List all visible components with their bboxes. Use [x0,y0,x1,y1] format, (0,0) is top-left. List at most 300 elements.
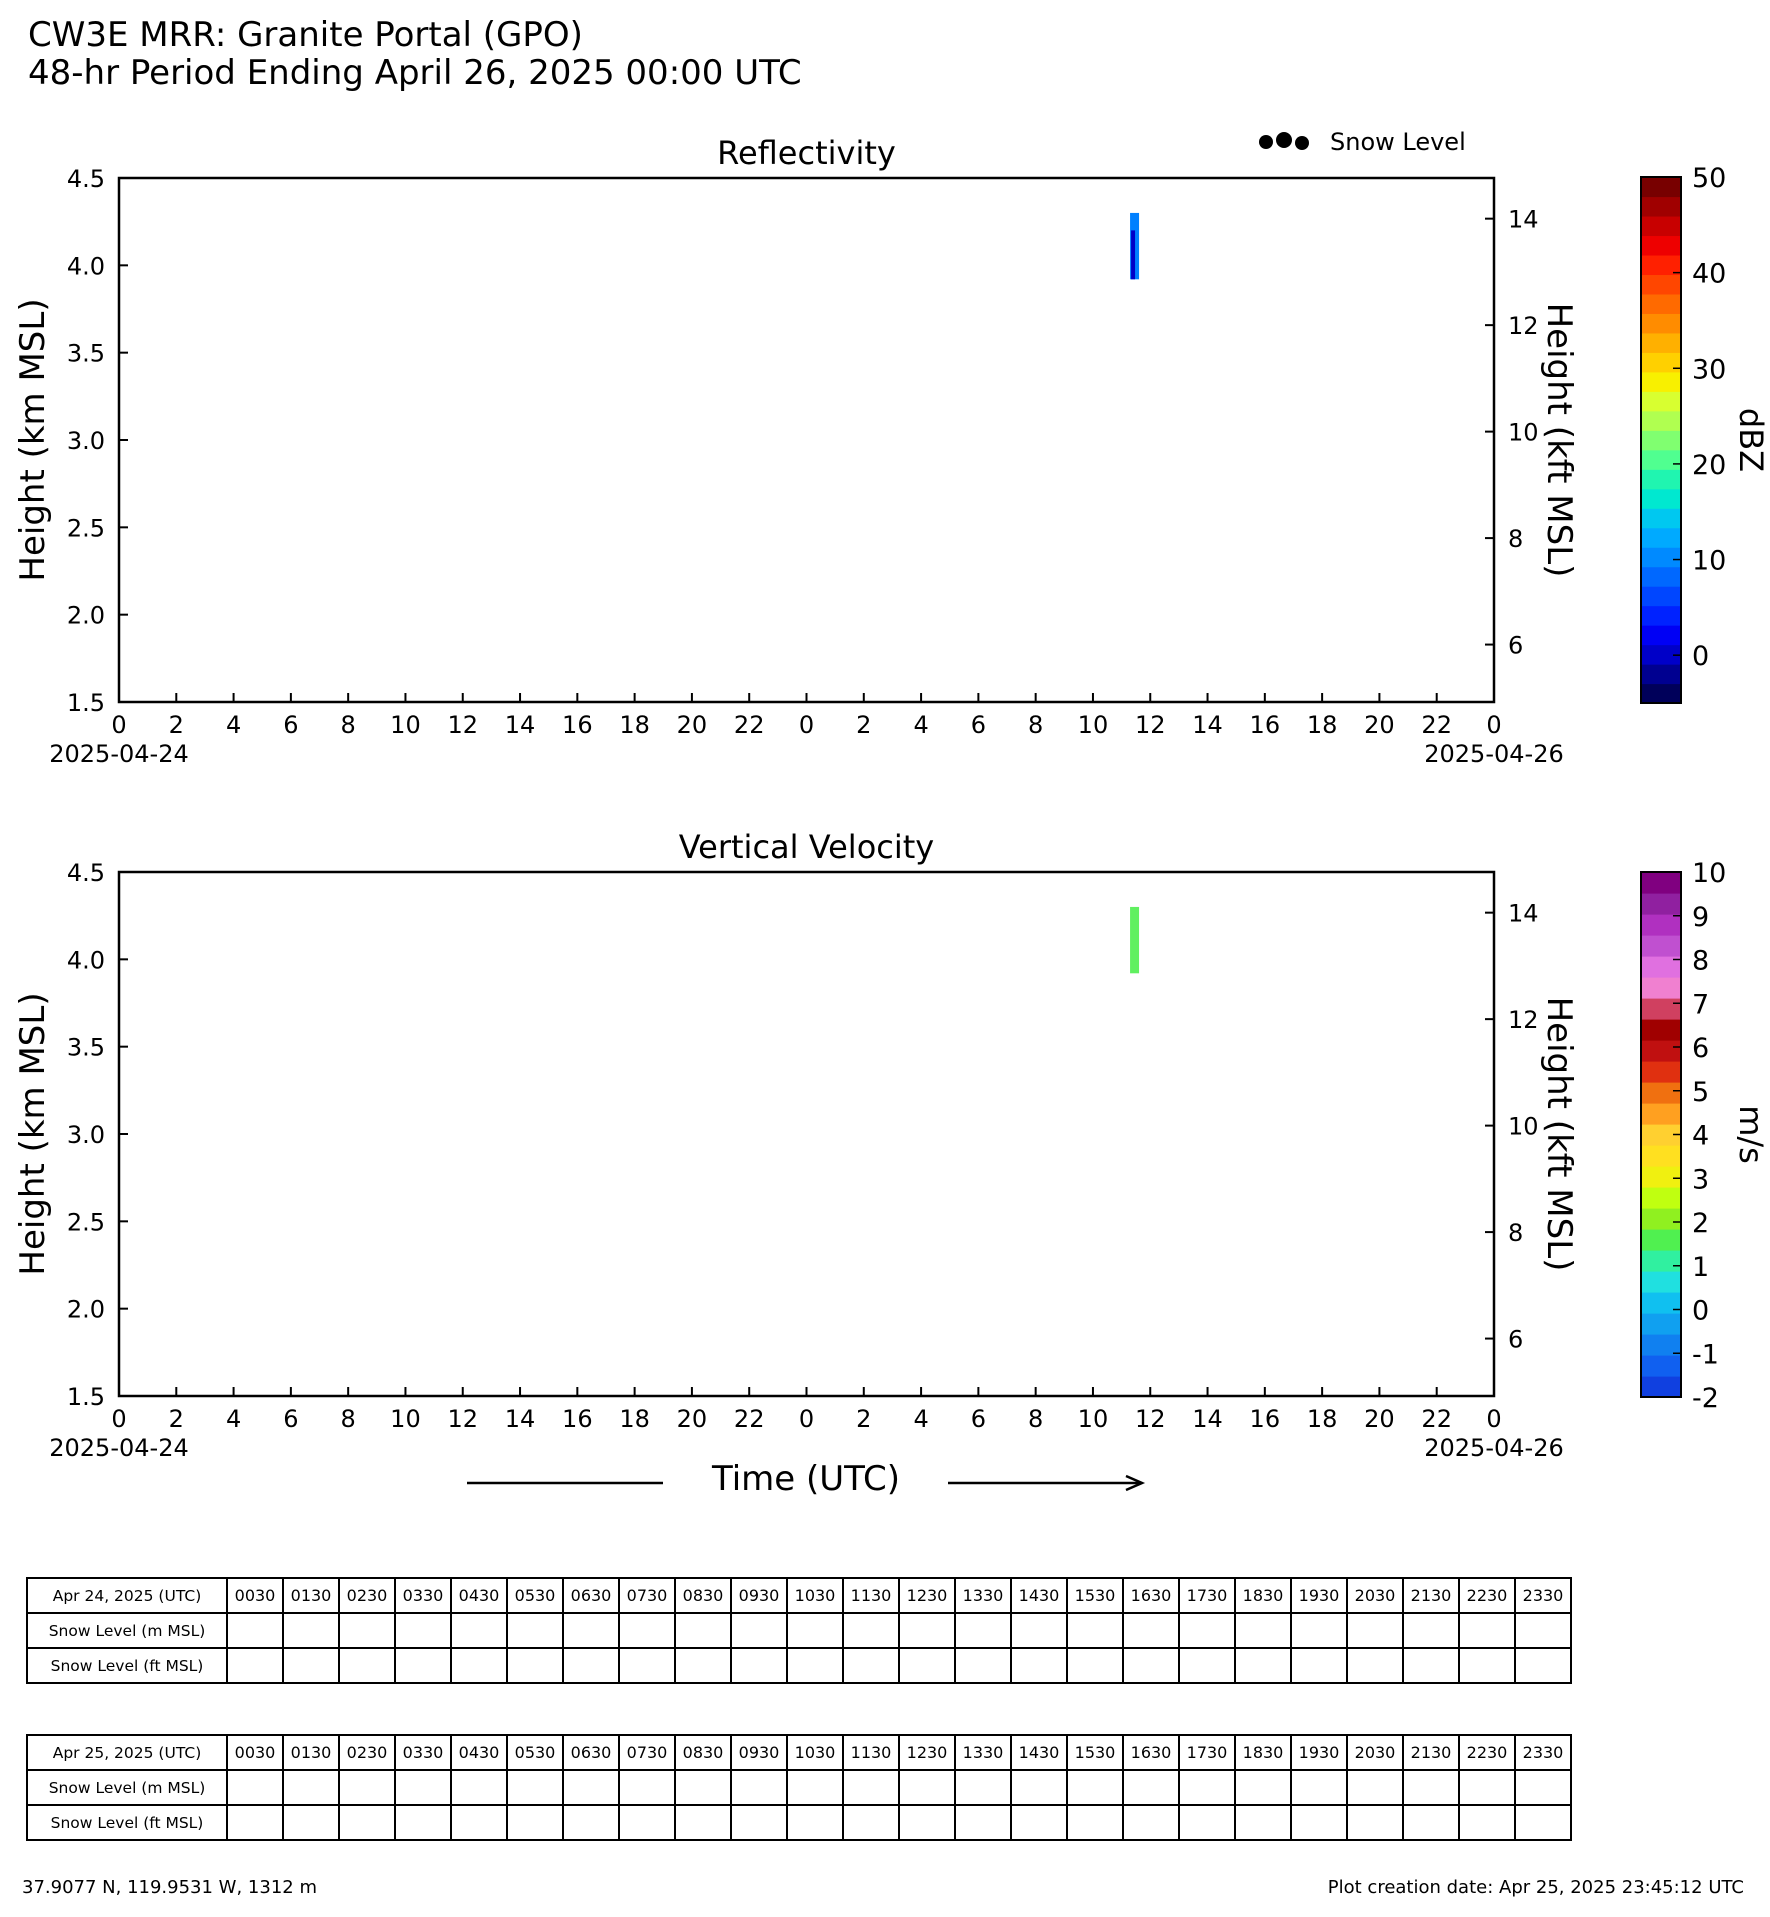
y2-tick-label: 10 [1508,418,1539,447]
colorbar-swatch [1641,1355,1681,1377]
x-tick-label: 2 [168,1405,184,1433]
colorbar-swatch [1641,372,1681,392]
x-tick-label: 20 [1364,711,1395,739]
table-time-cell: 1930 [1291,1735,1347,1770]
colorbar-swatch [1641,313,1681,333]
y-axis-label: Height (km MSL) [13,992,53,1276]
x-date-start: 2025-04-24 [49,740,189,768]
legend-label: Snow Level [1330,128,1466,156]
x-tick-label: 18 [1306,711,1338,739]
colorbar-swatch [1641,1208,1681,1230]
snow-level-legend [1259,128,1466,156]
table-value-cell [955,1648,1011,1683]
colorbar-swatch [1641,1271,1681,1293]
table-value-cell [507,1648,563,1683]
x-tick-label: 22 [1421,1405,1452,1433]
table-time-cell: 2030 [1347,1578,1403,1613]
colorbar-swatch [1641,977,1681,999]
y-tick-label: 1.5 [66,689,105,717]
colorbar-swatch [1641,935,1681,957]
y2-tick-label: 6 [1508,631,1524,660]
colorbar-swatch [1641,177,1681,197]
table-value-cell [1011,1805,1067,1840]
colorbar-tick-label: 50 [1692,163,1727,194]
colorbar-label: m/s [1732,1105,1770,1164]
x-tick-label: 4 [913,1405,929,1433]
colorbar-tick-label: 10 [1692,858,1727,889]
colorbar-swatch [1641,430,1681,450]
y-tick-label: 4.0 [66,946,105,975]
table-value-cell [1067,1648,1123,1683]
colorbar-swatch [1641,411,1681,431]
table-row-label: Snow Level (m MSL) [27,1613,227,1648]
x-tick-label: 22 [733,711,765,739]
table-value-cell [395,1648,451,1683]
colorbar-tick-label: 2 [1692,1208,1710,1239]
y-tick-label: 4.0 [66,252,105,281]
table-time-cell: 0230 [339,1735,395,1770]
table-value-cell [899,1648,955,1683]
x-tick-label: 2 [856,711,872,739]
colorbar-label: dBZ [1732,407,1770,473]
table-time-cell: 0630 [563,1578,619,1613]
y-tick-label: 4.5 [66,859,105,887]
data-cells [1130,907,1139,973]
table-value-cell [283,1805,339,1840]
table-value-cell [1347,1613,1403,1648]
table-value-cell [563,1613,619,1648]
colorbar-swatch [1641,333,1681,353]
table-value-cell [1291,1613,1347,1648]
y2-tick-label: 8 [1508,1219,1524,1248]
x-tick-label: 20 [676,1405,708,1433]
table-time-cell: 2230 [1459,1735,1515,1770]
x-tick-label: 10 [390,711,421,739]
x-axis-label: Time (UTC) [712,1459,900,1499]
x-tick-label: 8 [1028,1405,1044,1433]
x-tick-label: 20 [676,711,708,739]
table-value-cell [1067,1770,1123,1805]
colorbar-swatch [1641,294,1681,314]
table-time-cell: 1730 [1179,1578,1235,1613]
table-time-cell: 1030 [787,1735,843,1770]
table-value-cell [451,1648,507,1683]
table-time-cell: 1930 [1291,1578,1347,1613]
colorbar-tick-label: 30 [1692,354,1727,386]
snow-level-table-apr25 [26,1734,1572,1841]
table-value-cell [283,1770,339,1805]
y-tick-label: 2.0 [66,1295,105,1324]
table-value-cell [955,1805,1011,1840]
table-value-cell [1123,1613,1179,1648]
colorbar-swatch [1641,1376,1681,1398]
y2-tick-label: 14 [1508,205,1539,234]
table-value-cell [339,1805,395,1840]
table-value-cell [787,1648,843,1683]
table-value-cell [675,1770,731,1805]
table-value-cell [1459,1805,1515,1840]
colorbar-swatch [1641,684,1681,704]
table-value-cell [227,1648,283,1683]
x-tick-label: 14 [1192,1405,1223,1433]
colorbar-swatch [1641,391,1681,411]
table-time-cell: 0030 [227,1735,283,1770]
x-tick-label: 6 [970,1405,987,1433]
table-value-cell [451,1805,507,1840]
colorbar-swatch [1641,606,1681,626]
table-time-cell: 0330 [395,1578,451,1613]
table-time-cell: 2330 [1515,1578,1571,1613]
table-value-cell [563,1805,619,1840]
table-value-cell [675,1648,731,1683]
y2-axis-label: Height (kft MSL) [1539,996,1579,1272]
table-time-cell: 0130 [283,1578,339,1613]
table-value-cell [339,1648,395,1683]
y2-tick-label: 6 [1508,1325,1524,1354]
x-tick-label: 8 [340,1405,356,1433]
x-tick-label: 2 [856,1405,872,1433]
table-value-cell [787,1805,843,1840]
x-tick-label: 4 [225,1405,242,1433]
table-value-cell [955,1770,1011,1805]
table-value-cell [899,1613,955,1648]
table-date-cell: Apr 25, 2025 (UTC) [27,1735,227,1770]
x-tick-label: 6 [283,1405,299,1433]
y-tick-label: 3.5 [66,1033,105,1062]
y2-tick-label: 10 [1508,1112,1539,1141]
table-row-label: Snow Level (ft MSL) [27,1648,227,1683]
colorbar-tick-label: 4 [1692,1120,1710,1152]
table-value-cell [899,1770,955,1805]
table-time-cell: 2330 [1515,1735,1571,1770]
table-value-cell [1011,1613,1067,1648]
colorbar-tick-label: -1 [1692,1339,1719,1371]
table-value-cell [1459,1648,1515,1683]
table-value-cell [1347,1770,1403,1805]
table-time-cell: 0530 [507,1735,563,1770]
x-date-end: 2025-04-26 [1424,740,1564,768]
table-time-cell: 1430 [1011,1578,1067,1613]
colorbar-swatch [1641,450,1681,470]
x-tick-label: 22 [1421,711,1452,739]
table-value-cell [1179,1648,1235,1683]
table-time-cell: 2030 [1347,1735,1403,1770]
x-tick-label: 12 [447,1405,479,1433]
colorbar-tick-label: 0 [1692,1295,1710,1327]
data-cell [1131,230,1135,279]
table-time-cell: 2130 [1403,1578,1459,1613]
y-tick-label: 2.0 [66,601,105,630]
colorbar-tick-label: 20 [1692,449,1727,481]
y2-tick-label: 8 [1508,525,1524,554]
colorbar-swatch [1641,1334,1681,1356]
plot-frame [119,178,1494,702]
table-time-cell: 0630 [563,1735,619,1770]
colorbar-swatch [1641,998,1681,1020]
y2-tick-label: 12 [1508,312,1539,341]
table-time-cell: 1330 [955,1578,1011,1613]
colorbar-tick-label: 7 [1692,989,1710,1021]
table-value-cell [1515,1613,1571,1648]
table-value-cell [1123,1770,1179,1805]
table-time-cell: 0330 [395,1735,451,1770]
y2-tick-label: 12 [1508,1006,1539,1035]
colorbar-swatch [1641,567,1681,587]
table-value-cell [227,1805,283,1840]
table-time-cell: 2230 [1459,1578,1515,1613]
x-tick-label: 18 [619,711,650,739]
page-subtitle: 48-hr Period Ending April 26, 2025 00:00 UTC [28,53,802,93]
table-time-cell: 1130 [843,1735,899,1770]
table-value-cell [507,1770,563,1805]
y-tick-label: 1.5 [66,1383,105,1411]
table-value-cell [731,1613,787,1648]
table-value-cell [619,1648,675,1683]
x-tick-label: 16 [562,1405,593,1433]
colorbar-swatch [1641,469,1681,489]
table-time-cell: 0030 [227,1578,283,1613]
table-value-cell [339,1770,395,1805]
snow-level-marker [1295,136,1309,150]
table-value-cell [1235,1648,1291,1683]
x-tick-label: 0 [798,1405,815,1433]
table-value-cell [1067,1805,1123,1840]
table-value-cell [507,1805,563,1840]
table-time-cell: 0830 [675,1735,731,1770]
table-value-cell [675,1805,731,1840]
colorbar-swatch [1641,1292,1681,1314]
table-time-cell: 1530 [1067,1578,1123,1613]
table-time-cell: 0130 [283,1735,339,1770]
colorbar-tick-label: 1 [1692,1251,1710,1283]
table-value-cell [1067,1613,1123,1648]
table-value-cell [731,1805,787,1840]
table-value-cell [675,1613,731,1648]
x-tick-label: 0 [111,1405,127,1433]
colorbar-swatch [1641,528,1681,548]
colorbar-tick-label: 40 [1692,258,1727,290]
table-date-cell: Apr 24, 2025 (UTC) [27,1578,227,1613]
colorbar-swatch [1641,1145,1681,1167]
site-coordinates: 37.9077 N, 119.9531 W, 1312 m [22,1877,317,1898]
table-value-cell [899,1805,955,1840]
x-tick-label: 10 [1077,711,1109,739]
plot-creation-date: Plot creation date: Apr 25, 2025 23:45:12 UTC [1327,1877,1744,1898]
table-value-cell [1347,1648,1403,1683]
table-value-cell [395,1805,451,1840]
colorbar-swatch [1641,893,1681,915]
table-value-cell [339,1613,395,1648]
table-time-cell: 0430 [451,1578,507,1613]
panel-title: Vertical Velocity [678,828,935,866]
colorbar-tick-label: 9 [1692,901,1710,933]
colorbar-tick-label: -2 [1692,1383,1719,1414]
x-tick-label: 16 [562,711,593,739]
table-value-cell [843,1770,899,1805]
table-value-cell [1403,1648,1459,1683]
table-value-cell [619,1613,675,1648]
table-value-cell [451,1613,507,1648]
x-tick-label: 2 [168,711,184,739]
y-axis-label: Height (km MSL) [13,298,53,582]
colorbar-swatch [1641,586,1681,606]
table-value-cell [1403,1613,1459,1648]
table-value-cell [1179,1805,1235,1840]
colorbar-swatch [1641,216,1681,236]
snow-level-table-apr24 [26,1577,1572,1684]
table-value-cell [843,1613,899,1648]
colorbar-swatch [1641,872,1681,894]
snow-level-marker [1276,132,1292,148]
colorbar-tick-label: 6 [1692,1033,1710,1064]
x-tick-label: 6 [283,711,299,739]
table-time-cell: 0230 [339,1578,395,1613]
panel-title: Reflectivity [717,134,896,172]
x-tick-label: 0 [798,711,815,739]
x-tick-label: 16 [1249,711,1281,739]
colorbar-tick-label: 5 [1692,1076,1710,1108]
colorbar-swatch [1641,1187,1681,1209]
x-tick-label: 8 [1028,711,1044,739]
x-date-end: 2025-04-26 [1424,1434,1564,1462]
x-tick-label: 4 [913,711,929,739]
table-value-cell [1347,1805,1403,1840]
table-value-cell [787,1770,843,1805]
table-value-cell [1123,1648,1179,1683]
table-time-cell: 1730 [1179,1735,1235,1770]
colorbar-swatch [1641,664,1681,684]
table-time-cell: 1230 [899,1735,955,1770]
table-value-cell [1403,1770,1459,1805]
y-tick-label: 3.0 [66,1121,105,1149]
x-tick-label: 4 [225,711,242,739]
y-tick-label: 3.5 [66,339,105,368]
colorbar-tick-label: 3 [1692,1164,1710,1196]
time-axis-label [467,1459,1142,1499]
x-tick-label: 14 [1192,711,1223,739]
table-time-cell: 0730 [619,1578,675,1613]
x-tick-label: 12 [1134,711,1166,739]
table-time-cell: 0930 [731,1578,787,1613]
table-value-cell [1291,1648,1347,1683]
table-value-cell [395,1613,451,1648]
x-tick-label: 18 [1306,1405,1338,1433]
table-value-cell [787,1613,843,1648]
y-tick-label: 4.5 [66,165,105,193]
table-value-cell [1459,1613,1515,1648]
colorbar-swatch [1641,914,1681,936]
x-tick-label: 12 [447,711,479,739]
colorbar-swatch [1641,1040,1681,1062]
colorbar [1641,163,1770,704]
table-value-cell [1515,1770,1571,1805]
table-value-cell [1291,1805,1347,1840]
colorbar-swatch [1641,1019,1681,1041]
table-value-cell [843,1648,899,1683]
table-value-cell [955,1613,1011,1648]
table-value-cell [563,1770,619,1805]
table-value-cell [1235,1613,1291,1648]
table-value-cell [1515,1805,1571,1840]
x-tick-label: 18 [619,1405,650,1433]
table-value-cell [1179,1613,1235,1648]
colorbar-swatch [1641,625,1681,645]
colorbar-swatch [1641,1061,1681,1083]
colorbar-swatch [1641,196,1681,216]
x-tick-label: 12 [1134,1405,1166,1433]
page-title: CW3E MRR: Granite Portal (GPO) [28,15,583,55]
table-time-cell: 1530 [1067,1735,1123,1770]
table-value-cell [283,1648,339,1683]
table-value-cell [731,1648,787,1683]
colorbar-swatch [1641,1082,1681,1104]
table-time-cell: 1830 [1235,1735,1291,1770]
colorbar-swatch [1641,547,1681,567]
table-value-cell [731,1770,787,1805]
table-value-cell [619,1805,675,1840]
colorbar-swatch [1641,274,1681,294]
plot-frame [119,872,1494,1396]
y-tick-label: 2.5 [66,1208,105,1237]
table-time-cell: 1630 [1123,1735,1179,1770]
colorbar-swatch [1641,352,1681,372]
x-tick-label: 10 [390,1405,421,1433]
table-time-cell: 1330 [955,1735,1011,1770]
x-tick-label: 0 [111,711,127,739]
x-date-start: 2025-04-24 [49,1434,189,1462]
x-tick-label: 8 [340,711,356,739]
table-time-cell: 1130 [843,1578,899,1613]
table-time-cell: 0930 [731,1735,787,1770]
data-cell [1130,907,1139,973]
table-row-label: Snow Level (ft MSL) [27,1805,227,1840]
table-time-cell: 0830 [675,1578,731,1613]
colorbar-swatch [1641,508,1681,528]
snow-level-marker [1259,135,1273,149]
x-tick-label: 0 [1486,711,1502,739]
table-time-cell: 0530 [507,1578,563,1613]
table-value-cell [507,1613,563,1648]
colorbar-tick-label: 0 [1692,641,1710,673]
table-value-cell [227,1613,283,1648]
data-cells [1130,213,1139,279]
x-tick-label: 16 [1249,1405,1281,1433]
table-value-cell [1235,1770,1291,1805]
y-tick-label: 3.0 [66,427,105,455]
x-tick-label: 14 [504,711,536,739]
vertical-velocity-panel [13,828,1770,1462]
table-value-cell [395,1770,451,1805]
table-value-cell [1459,1770,1515,1805]
reflectivity-panel [13,134,1770,768]
colorbar-tick-label: 10 [1692,545,1727,577]
table-value-cell [1235,1805,1291,1840]
table-time-cell: 0430 [451,1735,507,1770]
table-value-cell [283,1613,339,1648]
x-tick-label: 14 [504,1405,536,1433]
colorbar-swatch [1641,1229,1681,1251]
table-value-cell [1291,1770,1347,1805]
table-row-label: Snow Level (m MSL) [27,1770,227,1805]
colorbar-swatch [1641,1313,1681,1335]
x-tick-label: 0 [1486,1405,1502,1433]
colorbar [1641,858,1770,1414]
table-value-cell [1179,1770,1235,1805]
table-value-cell [1515,1648,1571,1683]
colorbar-swatch [1641,489,1681,509]
x-tick-label: 6 [970,711,987,739]
table-value-cell [563,1648,619,1683]
